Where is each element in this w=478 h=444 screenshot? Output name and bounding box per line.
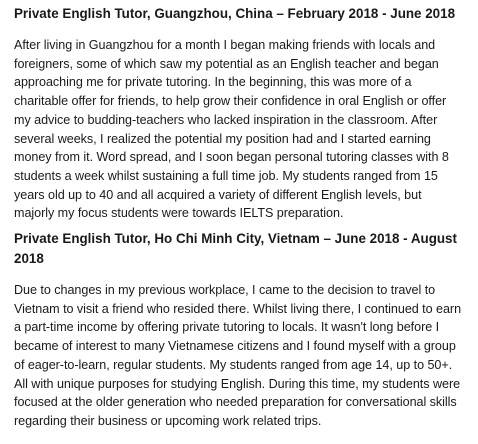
entry-title: Private English Tutor, Guangzhou, China – February 2018 - June 2018	[14, 6, 456, 21]
experience-entry-ho-chi-minh	[14, 229, 464, 431]
entry-title: Private English Tutor, Ho Chi Minh City, Vietnam – June 2018 - August 2018	[14, 231, 457, 267]
experience-entry-guangzhou	[14, 4, 464, 223]
entry-description: After living in Guangzhou for a month I began making friends with locals and foreigners, some of which saw my potential as an English teacher and began approaching me for private tutoring. In the beginning, this was more of a charitable offer for friends, to help grow their confidence in oral English or offer my advice to budding-teachers who lacked inspiration in the classroom. After several weeks, I realized the potential my position had and I started earning money from it. Word spread, and I soon began personal tutoring classes with 8 students a week whilst sustaining a full time job. My students ranged from 15 years old up to 40 and all acquired a variety of different English levels, but majorly my focus students were towards IELTS preparation.	[14, 38, 449, 221]
entry-description: Due to changes in my previous workplace, I came to the decision to travel to Vietnam to visit a friend who resided there. Whilst living there, I continued to earn a part-time income by offering private tutoring to locals. It wasn't long before I became of interest to many Vietnamese citizens and I found myself with a group of eager-to-learn, regular students. My students ranged from age 14, up to 50+. All with unique purposes for studying English. During this time, my students were focused at the older generation who needed preparation for conversational skills regarding their business or upcoming work related trips.	[14, 283, 462, 428]
